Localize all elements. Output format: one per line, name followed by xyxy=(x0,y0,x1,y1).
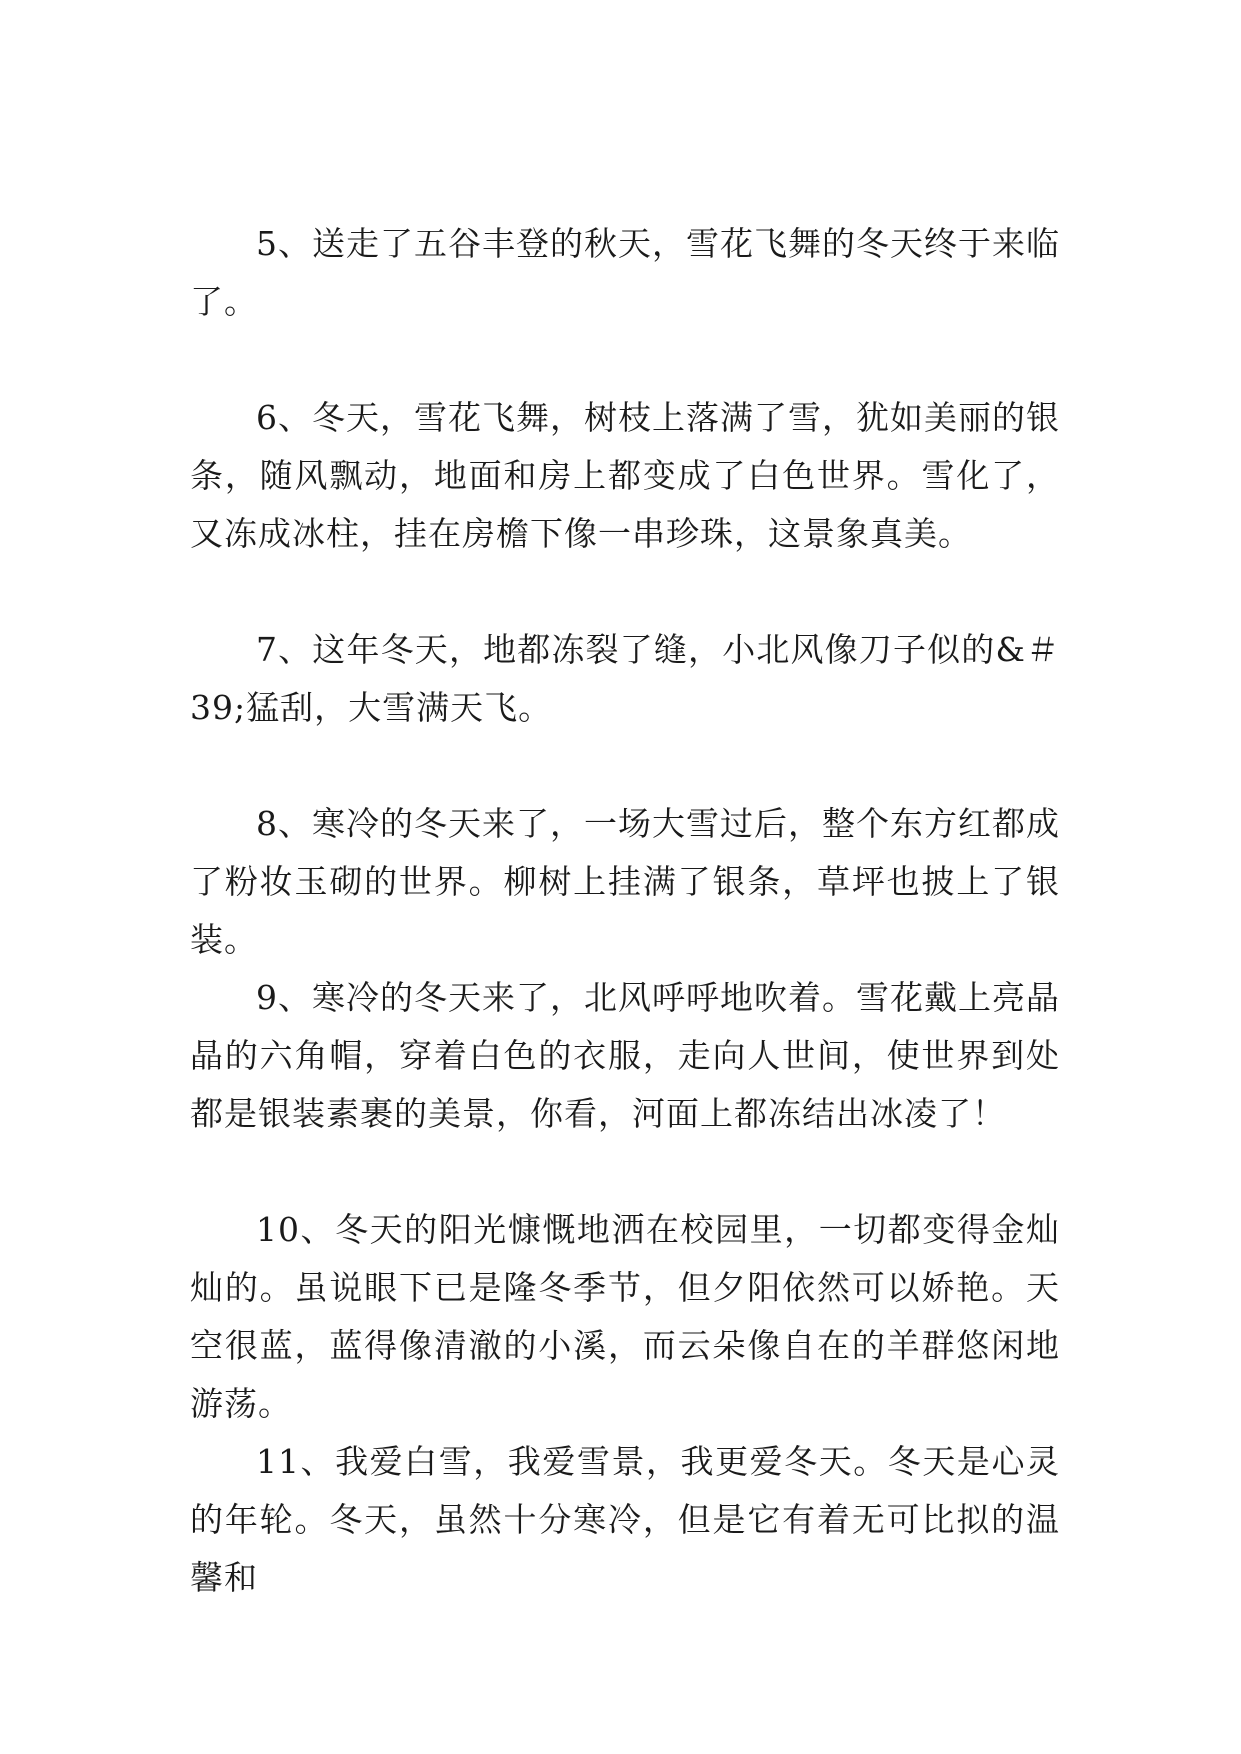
paragraph-7: 7、这年冬天，地都冻裂了缝，小北风像刀子似的&＃39;猛刮，大雪满天飞。 xyxy=(190,630,1060,727)
paragraph-9: 9、寒冷的冬天来了，北风呼呼地吹着。雪花戴上亮晶晶的六角帽，穿着白色的衣服，走向人世间，使世界到处都是银装素裹的美景，你看，河面上都冻结出冰凌了！ xyxy=(190,978,1060,1133)
paragraph-6: 6、冬天，雪花飞舞，树枝上落满了雪，犹如美丽的银条，随风飘动，地面和房上都变成了白色世界。雪化了，又冻成冰柱，挂在房檐下像一串珍珠，这景象真美。 xyxy=(190,398,1060,553)
paragraph-8: 8、寒冷的冬天来了，一场大雪过后，整个东方红都成了粉妆玉砌的世界。柳树上挂满了银条，草坪也披上了银装。 xyxy=(190,804,1060,959)
paragraph-11: 11、我爱白雪，我爱雪景，我更爱冬天。冬天是心灵的年轮。冬天，虽然十分寒冷，但是它有着无可比拟的温馨和 xyxy=(190,1442,1060,1597)
paragraph-10: 10、冬天的阳光慷慨地洒在校园里，一切都变得金灿灿的。虽说眼下已是隆冬季节，但夕阳依然可以娇艳。天空很蓝，蓝得像清澈的小溪，而云朵像自在的羊群悠闲地游荡。 xyxy=(190,1210,1060,1423)
paragraph-5: 5、送走了五谷丰登的秋天，雪花飞舞的冬天终于来临了。 xyxy=(190,224,1060,321)
